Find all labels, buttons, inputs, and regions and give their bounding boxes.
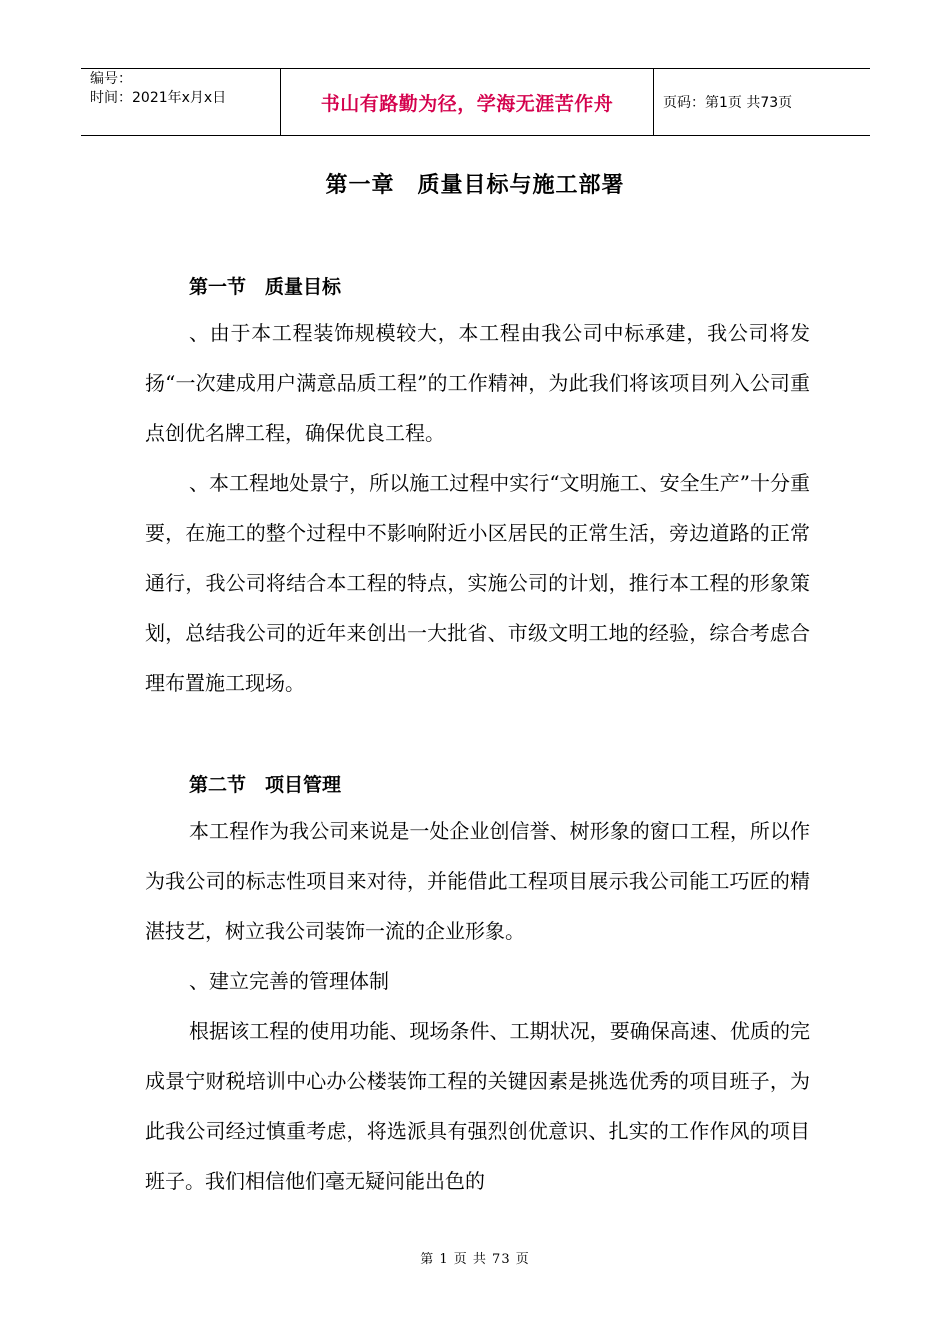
- page-header: [81, 68, 870, 136]
- serial-number-label: 编号：: [90, 71, 132, 87]
- paragraph: 根据该工程的使用功能、现场条件、工期状况，要确保高速、优质的完成景宁财税培训中心办公楼装饰工程的关键因素是挑选优秀的项目班子，为此我公司经过慎重考虑，将选派具有强烈创优意识、扎实的工作作风的项目班子。我们相信他们毫无疑问能出色的: [145, 1019, 810, 1193]
- header-motto: 书山有路勤为径，学海无涯苦作舟: [281, 69, 654, 135]
- header-meta-cell: [81, 69, 281, 135]
- paragraph: 、本工程地处景宁，所以施工过程中实行“文明施工、安全生产”十分重要，在施工的整个过程中不影响附近小区居民的正常生活，旁边道路的正常通行，我公司将结合本工程的特点，实施公司的计划，推行本工程的形象策划，总结我公司的近年来创出一大批省、市级文明工地的经验，综合考虑合理布置施工现场。: [145, 471, 810, 695]
- section-title-quality: 第一节 质量目标: [189, 276, 342, 298]
- paragraph: 、建立完善的管理体制: [189, 969, 389, 993]
- section-title-management: 第二节 项目管理: [189, 774, 342, 796]
- header-page-info: 页码：第1页 共73页: [663, 95, 793, 111]
- time-label: 时间：2021年x月x日: [90, 90, 227, 106]
- page-footer: 第 1 页 共 73 页: [420, 1252, 530, 1267]
- chapter-title: 第一章 质量目标与施工部署: [325, 173, 625, 198]
- paragraph: 本工程作为我公司来说是一处企业创信誉、树形象的窗口工程，所以作为我公司的标志性项目来对待，并能借此工程项目展示我公司能工巧匠的精湛技艺，树立我公司装饰一流的企业形象。: [145, 819, 810, 943]
- paragraph: 、由于本工程装饰规模较大，本工程由我公司中标承建，我公司将发扬“一次建成用户满意品质工程”的工作精神，为此我们将该项目列入公司重点创优名牌工程，确保优良工程。: [145, 321, 810, 445]
